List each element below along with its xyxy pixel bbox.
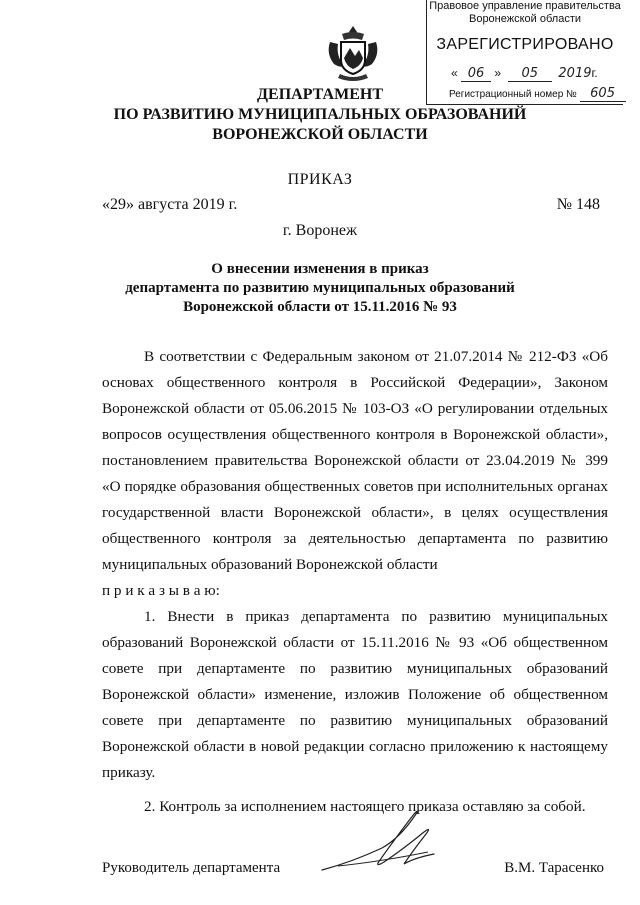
stamp-authority-line: Правовое управление правительства <box>429 0 621 12</box>
stamp-date-month: 05 <box>508 66 552 82</box>
body-line: приказу. <box>102 764 156 781</box>
body-line: Воронежской области в новой редакции согласно приложению к настоящему <box>102 738 608 755</box>
body-line: образований Воронежской области от 15.11.2016 № 93 «Об общественном <box>102 634 608 651</box>
body-line: муниципальных образований Воронежской области <box>102 556 438 573</box>
body-line: В соответствии с Федеральным законом от 21.07.2014 № 212-ФЗ «Об <box>144 348 608 365</box>
body-line: 1. Внести в приказ департамента по развитию муниципальных <box>144 608 608 625</box>
stamp-reg-label: Регистрационный номер № <box>449 89 577 100</box>
decree-word: п р и к а з ы в а ю: <box>102 582 220 599</box>
stamp-reg-number: 605 <box>580 86 626 102</box>
subject-line2: департамента по развитию муниципальных образований <box>125 280 515 296</box>
subject-line1: О внесении изменения в приказ <box>211 261 429 277</box>
order-city: г. Воронеж <box>282 222 358 239</box>
body-line: основах общественного контроля в Российской Федерации», Законом <box>102 374 608 391</box>
order-number: № 148 <box>556 196 600 213</box>
subject-line3: Воронежской области от 15.11.2016 № 93 <box>183 299 457 315</box>
stamp-date-year: 2019 <box>558 66 592 81</box>
body-line: совете при департаменте по развитию муниципальных образований <box>102 712 608 729</box>
stamp-date-close: » <box>494 66 502 80</box>
signatory-position: Руководитель департамента <box>102 860 281 876</box>
stamp-region-line: Воронежской области <box>468 13 581 25</box>
body-line: общественного контроля за деятельностью департамента по развитию <box>102 530 608 547</box>
stamp-registered-label: ЗАРЕГИСТРИРОВАНО <box>436 36 614 53</box>
body-line: Воронежской области от 05.06.2015 № 103-ОЗ «О регулировании отдельных <box>102 400 608 417</box>
body-line: вопросов осуществления общественного контроля в Воронежской области», <box>102 426 608 443</box>
body-line: совете при департаменте по развитию муниципальных образований <box>102 660 608 677</box>
coat-of-arms-icon <box>322 22 384 84</box>
stamp-date-suffix: г. <box>591 66 598 80</box>
handwritten-signature-icon <box>318 800 458 880</box>
stamp-date-open: « <box>451 66 458 80</box>
stamp-date-day: 06 <box>461 66 491 82</box>
stamp-date <box>451 66 598 82</box>
body-line: 2. Контроль за исполнением настоящего приказа оставляю за собой. <box>144 798 586 815</box>
order-date: «29» августа 2019 г. <box>102 196 238 213</box>
dept-title-line3: ВОРОНЕЖСКОЙ ОБЛАСТИ <box>212 126 428 143</box>
signatory-name: В.М. Тарасенко <box>504 860 604 876</box>
body-line: Воронежской области» изменение, изложив Положение об общественном <box>102 686 608 703</box>
dept-title-line2: ПО РАЗВИТИЮ МУНИЦИПАЛЬНЫХ ОБРАЗОВАНИЙ <box>113 106 527 123</box>
body-line: государственной власти Воронежской области», в целях осуществления <box>102 504 608 521</box>
body-line: постановлением правительства Воронежской области от 23.04.2019 № 399 <box>102 452 608 469</box>
body-line: «О порядке образования общественных советов при исполнительных органах <box>102 478 608 495</box>
order-title: ПРИКАЗ <box>287 171 353 188</box>
dept-title-line1: ДЕПАРТАМЕНТ <box>257 86 383 103</box>
